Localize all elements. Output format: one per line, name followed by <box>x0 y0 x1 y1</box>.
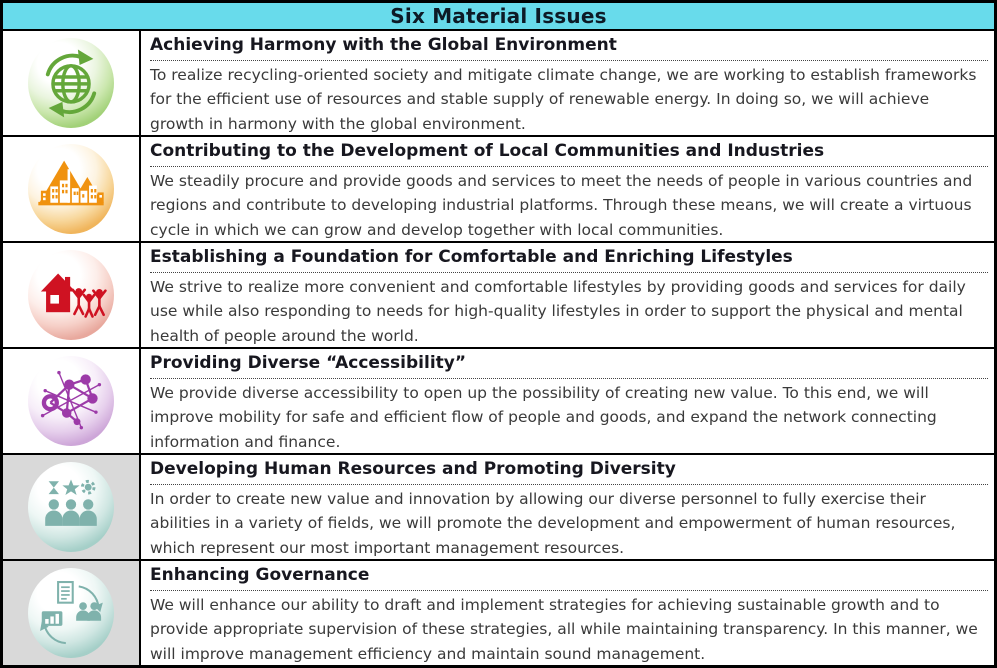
governance-cycle-icon <box>28 568 114 658</box>
issue-title: Achieving Harmony with the Global Environment <box>150 32 988 61</box>
issue-title: Contributing to the Development of Local Communities and Industries <box>150 138 988 167</box>
table-row-governance <box>3 561 994 665</box>
table-row-communities <box>3 137 994 243</box>
issue-description: We steadily procure and provide goods and services to meet the needs of people in various countries and regions and contribute to developing industrial platforms. Through these means, we will create a virtuous cycle in which we can grow and develop together with local communities. <box>150 171 973 239</box>
issue-title: Providing Diverse “Accessibility” <box>150 350 988 379</box>
table-row-accessibility <box>3 349 994 455</box>
icon-cell <box>3 31 141 135</box>
house-family-icon <box>28 250 114 340</box>
icon-cell <box>3 243 141 347</box>
table-row-lifestyles <box>3 243 994 349</box>
issue-description: We provide diverse accessibility to open up the possibility of creating new value. To this end, we will improve mobility for safe and efficient flow of people and goods, and expand the network connecting information and finance. <box>150 383 937 451</box>
issue-title: Developing Human Resources and Promoting Diversity <box>150 456 988 485</box>
mountain-city-icon <box>28 144 114 234</box>
issue-description: We will enhance our ability to draft and implement strategies for achieving sustainable growth and to provide appropriate supervision of these strategies, all while maintaining transparency. In this manner, we will improve management efficiency and maintain sound management. <box>150 595 978 663</box>
icon-cell <box>3 561 141 665</box>
text-cell <box>141 455 994 559</box>
issue-title: Enhancing Governance <box>150 562 988 591</box>
text-cell <box>141 243 994 347</box>
text-cell <box>141 137 994 241</box>
issue-title: Establishing a Foundation for Comfortable and Enriching Lifestyles <box>150 244 988 273</box>
icon-cell <box>3 137 141 241</box>
text-cell <box>141 31 994 135</box>
text-cell <box>141 349 994 453</box>
issue-description: We strive to realize more convenient and comfortable lifestyles by providing goods and services for daily use while also responding to needs for high-quality lifestyles in order to support the physical and mental health of people around the world. <box>150 277 966 345</box>
network-nodes-icon <box>28 356 114 446</box>
issue-description: In order to create new value and innovation by allowing our diverse personnel to fully exercise their abilities in a variety of fields, we will promote the development and empowerment of human resources, which represent our most important management resources. <box>150 489 956 557</box>
table-row-human-resources <box>3 455 994 561</box>
people-diversity-icon <box>28 462 114 552</box>
icon-cell <box>3 455 141 559</box>
table-row-environment <box>3 31 994 137</box>
table-header <box>3 3 994 31</box>
icon-cell <box>3 349 141 453</box>
issue-description: To realize recycling-oriented society and mitigate climate change, we are working to establish frameworks for the efficient use of resources and stable supply of renewable energy. In doing so, we will achieve growth in harmony with the global environment. <box>150 65 977 133</box>
page-title: Six Material Issues <box>390 4 607 28</box>
text-cell <box>141 561 994 665</box>
globe-recycle-icon <box>28 38 114 128</box>
